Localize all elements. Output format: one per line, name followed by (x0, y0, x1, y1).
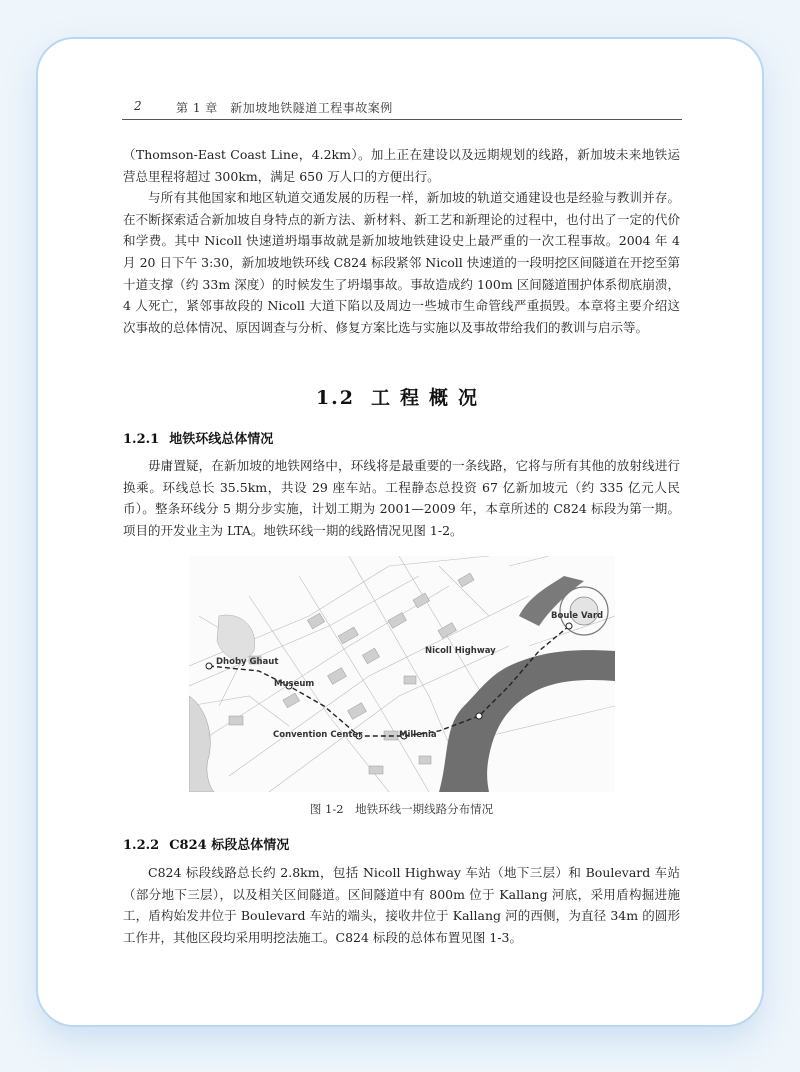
subsection-1-title: 地铁环线总体情况 (169, 432, 274, 447)
subsection-1-text (123, 455, 680, 541)
section-number: 1.2 (315, 387, 356, 409)
coastal-area (189, 696, 214, 792)
section-heading (123, 383, 680, 410)
figure-caption: 图 1-2 地铁环线一期线路分布情况 (309, 802, 494, 816)
subsection-2-paragraph: C824 标段线路总长约 2.8km，包括 Nicoll Highway 车站（地下三层）和 Boulevard 车站（部分地下三层），以及相关区间隧道。区间隧道中有 800m 位于 Kallang 河底，采用盾构掘进施工，盾构始发井位于 Boulevard 车站的端头，接收井位于 Kallang 河的西侧，为直径 34m 的圆形工作井，其他区段均采用明挖法施工。C824 标段的总体布置见图 1-3。 (123, 865, 680, 945)
label-millenia: Millenia (399, 730, 437, 740)
chapter-title: 第 1 章 新加坡地铁隧道工程事故案例 (176, 101, 393, 115)
park-area (217, 615, 255, 660)
route-map-figure (189, 556, 615, 792)
subsection-2-text (123, 862, 680, 948)
subsection-1-number: 1.2.1 (123, 432, 160, 447)
running-header (122, 97, 682, 120)
label-nicoll-highway: Nicoll Highway (425, 646, 496, 656)
station-dhoby-ghaut (206, 663, 212, 669)
label-dhoby-ghaut: Dhoby Ghaut (216, 657, 279, 667)
subsection-2-heading (123, 834, 289, 853)
subsection-2-title: C824 标段总体情况 (169, 838, 290, 853)
route-map (189, 556, 615, 792)
intro-paragraph-1: （Thomson-East Coast Line，4.2km）。加上正在建设以及远期规划的线路，新加坡未来地铁运营总里程将超过 300km，满足 650 万人口的方便出行。 (123, 147, 680, 184)
label-museum: Museum (274, 679, 315, 689)
label-boulevard: Boule Vard (551, 611, 604, 621)
section-title: 工程概况 (371, 387, 488, 409)
subsection-1-paragraph: 毋庸置疑，在新加坡的地铁网络中，环线将是最重要的一条线路，它将与所有其他的放射线进行换乘。环线总长 35.5km，共设 29 座车站。工程静态总投资 67 亿新加坡元（约 335 亿元人民币）。整条环线分 5 期分步实施，计划工期为 2001—2009 年，本章所述的 C824 标段为第一期。项目的开发业主为 LTA。地铁环线一期的线路情况见图 1-2。 (123, 458, 680, 538)
subsection-2-number: 1.2.2 (123, 838, 160, 853)
station-boulevard (566, 623, 572, 629)
intro-text (123, 144, 680, 338)
page-number: 2 (134, 99, 142, 113)
subsection-1-heading (123, 428, 273, 447)
building-blocks (229, 573, 474, 774)
intro-paragraph-2: 与所有其他国家和地区轨道交通发展的历程一样，新加坡的轨道交通建设也是经验与教训并存。在不断探索适合新加坡自身特点的新方法、新材料、新工艺和新理论的过程中，也付出了一定的代价和学费。其中 Nicoll 快速道坍塌事故就是新加坡地铁建设史上最严重的一次工程事故。2004 年 4 月 20 日下午 3:30，新加坡地铁环线 C824 标段紧邻 Nicoll 快速道的一段明挖区间隧道在开挖至第十道支撑（约 33m 深度）的时候发生了坍塌事故。事故造成约 100m 区间隧道围护体系彻底崩溃，4 人死亡，紧邻事故段的 Nicoll 大道下陷以及周边一些城市生命管线严重损毁。本章将主要介绍这次事故的总体情况、原因调查与分析、修复方案比选与实施以及事故带给我们的教训与启示等。 (123, 190, 680, 335)
station-nicoll-highway (476, 713, 482, 719)
river (439, 650, 615, 792)
label-convention-center: Convention Center (273, 730, 363, 740)
